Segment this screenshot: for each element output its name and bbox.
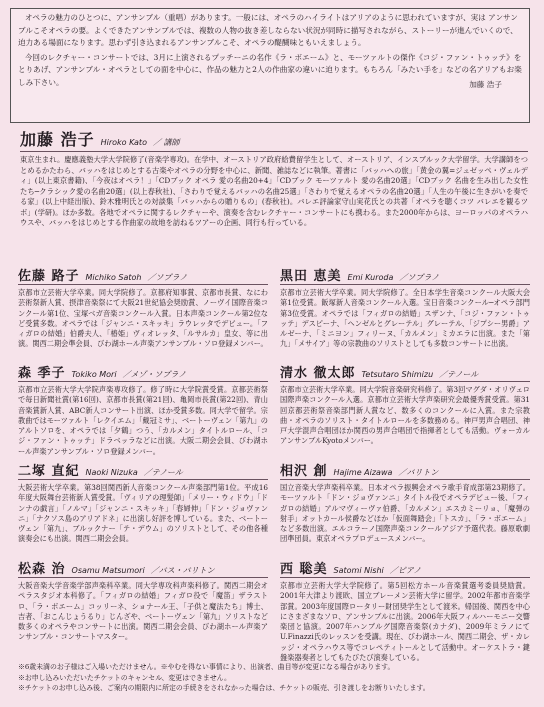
performer-role: ／ソプラノ xyxy=(147,273,188,282)
performer-bio: 京都市立芸術大学卒業。同大学院修了。全日本学生音楽コンクール大阪大会第1位受賞。飯塚新人音楽コンクール入選。宝日音楽コンクール─オペラ部門第3位受賞。オペラでは「フィガロの結婚」スザンナ、「コジ・ファン・トゥッテ」デスピーナ、「ヘンゼルとグレーテル」グレーテル、「ジプシー男爵」アルゼーナ、「ミニヨン」フィリーヌ、「カルメン」ミカエラに出演。また「第九」「メサイア」等の宗教曲のソリストとしても多数コンサートに出演。 xyxy=(280,288,530,349)
intro-box xyxy=(10,8,530,123)
footer-note: ※お申し込みいただいたチケットのキャンセル、変更はできません。 xyxy=(18,673,231,682)
performer-role: ／ピアノ xyxy=(389,566,422,575)
performer-name: 相沢 創 xyxy=(280,464,328,479)
performer-roman-name: Michiko Satoh xyxy=(85,273,142,282)
performer-card xyxy=(18,362,268,457)
performer-roman-name: Emi Kuroda xyxy=(347,273,394,282)
performer-header xyxy=(18,558,268,578)
performer-bio: 国立音楽大学声楽科卒業。日本オペラ振興会オペラ歌手育成部第23期修了。モーツァルト「ドン・ジョヴァンニ」タイトル役でオペラデビュー後、「フィガロの結婚」アルマヴィーヴァ伯爵、「カルメン」エスカミーリョ、「魔弾の射手」オットカール侯爵などほか「仮面舞踏会」「トスカ」、「ラ・ボエーム」など多数出演。エルコラーノ国際声楽コンクールアジア予選代表。藤原歌劇団準団員。東京オペラプロデュースメンバー。 xyxy=(280,483,530,544)
performer-name: 松森 治 xyxy=(18,562,66,577)
performer-card xyxy=(18,265,268,350)
performer-card xyxy=(18,460,268,545)
performer-bio: 京都市立芸術大学卒業。同大学院修了。京都府知事賞、京都市長賞、なにわ芸術祭新人賞、摂津音楽祭にて大阪21世紀協会奨励賞、ノーヴイ国際音楽コンクール第1位、宝塚ベガ音楽コンクール入賞。日本声楽コンクール第2位など受賞多数。オペラでは「ジャンニ・スキッキ」ラウレッタでデビュー。「フィガロの結婚」伯爵夫人、「椿姫」ヴィオレッタ、「ルサルカ」皇女、等に出演。関西二期会準会員、びわ湖ホール声楽アンサンブル・ソロ登録メンバー。 xyxy=(18,288,268,349)
intro-paragraph-2: 今回のレクチャー・コンサートでは、3月に上演されるプッチーニの名作《ラ・ボエーム》と、モーツァルトの傑作《コジ・ファン・トゥッテ》をとりあげ、アンサンブル・オペラとしての面を中心に、作品の魅力と2人の作曲家の違いに迫ります。もちろん「みたい手を」などの名アリアもお楽しみ下さい。 xyxy=(18,52,522,87)
performer-card xyxy=(280,558,530,663)
footer-notes xyxy=(18,662,528,694)
performer-roman-name: Satomi Nishi xyxy=(333,566,384,575)
performer-name: 黒田 恵美 xyxy=(280,269,342,284)
performer-bio: 京都市立芸術大学大学院声楽専攻修了。修了時に大学院賞受賞。京都芸術祭で毎日新聞社賞(第16回)、京都市長賞(第21回)、亀岡市長賞(第22回)、青山音楽賞新人賞、ABC新人コンサート出演、ほか受賞多数。同大学で留学。宗教曲ではモーツァルト「レクイエム」「戴冠ミサ」、ベートーヴェン「第九」のアルトソロを、オペラでは「夕鶴」つう、「カルメン」タイトルロール、「コジ・ファン・トゥッテ」ドラベッラなどに出演。大阪二期会会員、びわ湖ホール声楽アンサンブル・ソロ登録メンバー。 xyxy=(18,385,268,456)
lecturer-header xyxy=(20,127,528,152)
performer-bio: 大阪芸術大学卒業。第38回関西新人音楽コンクール声楽部門第1位。平成16年度大阪舞台芸術新人賞受賞。「ヴィリアの理髪師」「メリー・ウィドウ」「ドンナの戯言」「ノルマ」「ジャンニ・スキッキ」「春婦伸」「ドン・ジョヴァンニ」「ナクソス島のアリアドネ」に出演し好評を博している。また、ベートーヴェン「第九」、ブルックナー「テ・デウム」のソリストとして、その他各種演奏会にも出演。関西二期会会員。 xyxy=(18,483,268,544)
performer-role: ／ソプラノ xyxy=(399,273,440,282)
performer-name: 二塚 直紀 xyxy=(18,464,80,479)
performer-roman-name: Tetsutaro Shimizu xyxy=(361,370,434,379)
footer-note: ※チケットのお申し込み後、ご案内の期限内に所定の手続きをされなかった場合は、チケットの販売、引き渡しをお断りいたします。 xyxy=(18,684,430,692)
performer-name: 佐藤 路子 xyxy=(18,269,80,284)
performer-header xyxy=(280,362,530,382)
performer-role: ／バリトン xyxy=(398,468,439,477)
performer-role: ／メゾ・ソプラノ xyxy=(122,370,187,379)
performer-roman-name: Osamu Matsumori xyxy=(71,566,145,575)
footer-note: ※6歳未満のお子様はご入場いただけません。※やむを得ない事情により、出演者、曲目等が変更になる場合があります。 xyxy=(18,663,395,671)
performer-name: 西 聡美 xyxy=(280,562,328,577)
intro-signature: 加藤 浩子 xyxy=(469,80,502,89)
performer-header xyxy=(280,460,530,480)
intro-paragraph-1: オペラの魅力のひとつに、アンサンブル（重唱）があります。一般には、オペラのハイライトはアリアのように思われていますが、実は アンサンブルこそオペラの要。よくできたアンサンブルでは、複数の人物の抜き差しならない状況が同時に描写されながら、ストーリーが進んでいくので、迫力ある場面になります。思わず引き込まれるアンサンブルこそ、オペラの醍醐味ともいえましょう。 xyxy=(18,13,518,47)
performer-role: ／テノール xyxy=(439,370,479,379)
lecturer-bio: 東京生まれ。慶應義塾大学大学院修了(音楽学専攻)。在学中、オーストリア政府給費留学生として、オーストリア、インスブルック大学留学。大学講師をつとめるかたわら、バッハをはじめとする古楽やオペラの分野を中心に、新聞、雑誌などに執筆。著書に「バッハへの旅」「黄金の翼=ジュゼッペ・ヴェルディ」(以上東京書籍)、「今夜はオペラ！」「CDブック オペラ 愛の名曲20+4」「CDブック モーツァルト 愛の名曲20選」「CDブック 名曲を生み出した女性たち─クラシック愛の名曲20選」(以上春秋社)、「さわりで覚えるバッハの名曲25選」「さわりで覚えるオペラの名曲20選」「人生の午後に生きがいを奏でる家」(以上中経出版)、鈴木雅明氏との対談集「バッハからの贈りもの」(春秋社)。バレエ評論家守山実花氏との共著「オペラを聴くコツ バレエを観るツボ」(学研)。ほか多数。各地でオペラに関するレクチャーや、演奏を含むレクチャー・コンサートにも携わる。また2000年からは、ヨーロッパのオペラハウスや、バッハをはじめとする作曲家の故地を訪ねるツアーの企画、同行も行っている。 xyxy=(20,155,528,227)
performer-roman-name: Naoki Nizuka xyxy=(85,468,138,477)
lecturer-role: ／ 講師 xyxy=(152,138,180,147)
performer-role: ／バス・バリトン xyxy=(150,566,215,575)
performer-header xyxy=(280,558,530,578)
performer-header xyxy=(18,265,268,285)
performer-card xyxy=(280,362,530,447)
performer-card xyxy=(18,558,268,643)
performer-header xyxy=(280,265,530,285)
lecturer-roman-name: Hiroko Kato xyxy=(100,138,147,147)
performer-roman-name: Hajime Aizawa xyxy=(333,468,393,477)
performer-header xyxy=(18,362,268,382)
performer-bio: 京都市立芸術大学卒業。同大学院音楽研究科修了。第3回マグダ・オリヴェロ国際声楽コンクール入選。京都市立芸術大学声楽研究会最優秀賞受賞。第31回京都芸術祭音楽部門新人賞など、数多くのコンクールに入賞。また宗教曲・オペラのソリスト・タイトルロールを多数務める。神戸男声合唱団、神戸大学混声合唱団ほか関西の男声合唱団で指揮者としても活動。ヴォーカルアンサンブルKyotoメンバー。 xyxy=(280,385,530,446)
performer-role: ／テノール xyxy=(143,468,183,477)
performer-card xyxy=(280,265,530,350)
lecturer-name: 加藤 浩子 xyxy=(20,130,95,149)
performer-name: 清水 徹太郎 xyxy=(280,366,356,381)
performer-card xyxy=(280,460,530,545)
performer-roman-name: Tokiko Mori xyxy=(71,370,117,379)
performer-bio: 京都市立芸術大学大学院修了。第5回松方ホール音楽賞選考委員奨励賞。2001年大津より渡欧、国立ブレーメン芸術大学に留学。2002年都市音楽学部賞。2003年度国際ロータリー財団奨学生として渡米。帰国後、関西を中心にさまざまなソロ、アンサンブルに出演。2006年大阪フィルハーモニー交響楽団と協演。2007年ハンブルグ国際音楽祭(カナダ)、2009年ミラノにてU.Finazzi氏のレッスンを受講。現在、びわ湖ホール、関西二期会、ザ・カレッジ・オペラハウス等でコレペティトールとして活動中。オーケストラ・鍵盤楽器奏者としてもたびたび演奏している。 xyxy=(280,581,530,663)
performer-bio: 大阪音楽大学音楽学部声楽科卒業。同大学専攻科声楽科修了。関西二期会オペラスタジオ本科修了。「フィガロの結婚」フィガロ役で「魔笛」ザラストロ、「ラ・ボエーム」コッリーネ、ショナール王、「子供と魔法たち」博士、吉者、「おこんじょうるり」じんざや、ベートーヴェン「第九」ソリストなど数多くのオペラやコンサートに出演。関西二期会会員、びわ湖ホール声楽アンサンブル・コンサートマスター。 xyxy=(18,581,268,642)
performer-header xyxy=(18,460,268,480)
lecturer-section xyxy=(20,127,528,229)
performer-name: 森 季子 xyxy=(18,366,66,381)
